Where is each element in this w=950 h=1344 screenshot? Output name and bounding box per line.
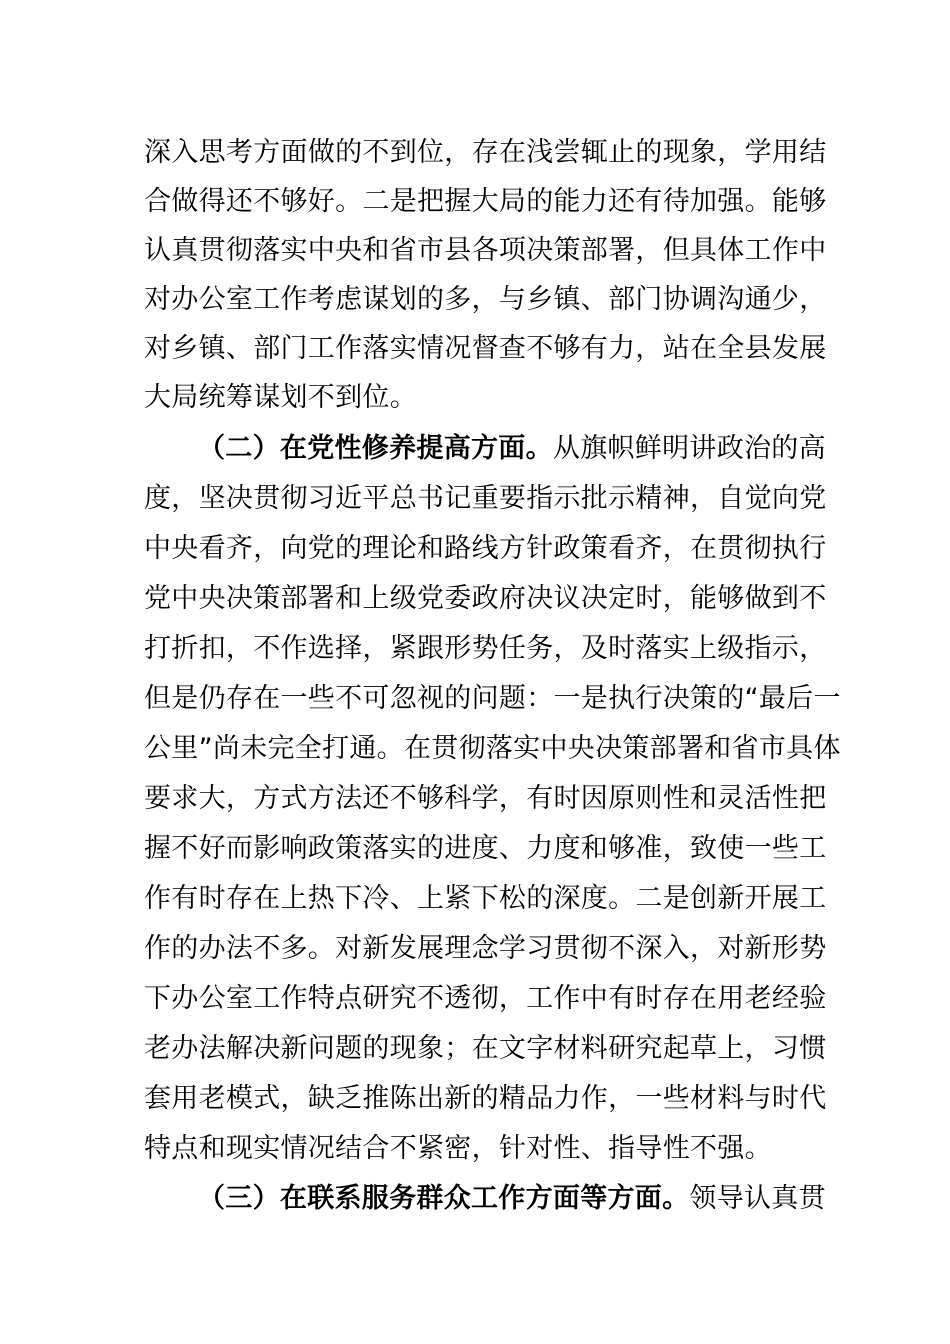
section-2-first-line xyxy=(198,424,826,474)
section-3-first-line xyxy=(198,1174,826,1224)
paragraph-line: 要求大，方式方法还不够科学，有时因原则性和灵活性把 xyxy=(144,783,827,814)
paragraph-line: 下办公室工作特点研究不透彻，工作中有时存在用老经验 xyxy=(144,983,827,1014)
paragraph-line: 公里”尚未完全打通。在贯彻落实中央决策部署和省市具体 xyxy=(144,733,841,764)
paragraph-line: 对办公室工作考虑谋划的多，与乡镇、部门协调沟通少， xyxy=(144,284,827,315)
paragraph-line: 作有时存在上热下冷、上紧下松的深度。二是创新开展工 xyxy=(144,883,827,914)
paragraph-line: 中央看齐，向党的理论和路线方针政策看齐，在贯彻执行 xyxy=(144,533,827,564)
paragraph-line: 作的办法不多。对新发展理念学习贯彻不深入，对新形势 xyxy=(144,933,827,964)
paragraph-line: 特点和现实情况结合不紧密，针对性、指导性不强。 xyxy=(144,1133,772,1164)
section-2-heading: （二）在党性修养提高方面。 xyxy=(198,433,553,464)
paragraph-line: 套用老模式，缺乏推陈出新的精品力作，一些材料与时代 xyxy=(144,1083,827,1114)
paragraph-line: 大局统筹谋划不到位。 xyxy=(144,382,417,413)
section-3-heading: （三）在联系服务群众工作方面等方面。 xyxy=(198,1183,690,1214)
section-3-first-line-text: 领导认真贯 xyxy=(689,1183,826,1214)
paragraph-line: 但是仍存在一些不可忽视的问题：一是执行决策的“最后一 xyxy=(144,683,841,714)
paragraph-line: 老办法解决新问题的现象；在文字材料研究起草上，习惯 xyxy=(144,1033,827,1064)
paragraph-line: 党中央决策部署和上级党委政府决议决定时，能够做到不 xyxy=(144,583,827,614)
paragraph-line: 度，坚决贯彻习近平总书记重要指示批示精神，自觉向党 xyxy=(144,483,827,514)
paragraph-line: 对乡镇、部门工作落实情况督查不够有力，站在全县发展 xyxy=(144,333,827,364)
paragraph-line: 认真贯彻落实中央和省市县各项决策部署，但具体工作中 xyxy=(144,235,827,266)
paragraph-line: 深入思考方面做的不到位，存在浅尝辄止的现象，学用结 xyxy=(144,137,827,168)
section-2-first-line-text: 从旗帜鲜明讲政治的高 xyxy=(552,433,826,464)
paragraph-line: 打折扣，不作选择，紧跟形势任务，及时落实上级指示， xyxy=(144,633,827,664)
paragraph-line: 握不好而影响政策落实的进度、力度和够准，致使一些工 xyxy=(144,833,827,864)
paragraph-line: 合做得还不够好。二是把握大局的能力还有待加强。能够 xyxy=(144,186,827,217)
